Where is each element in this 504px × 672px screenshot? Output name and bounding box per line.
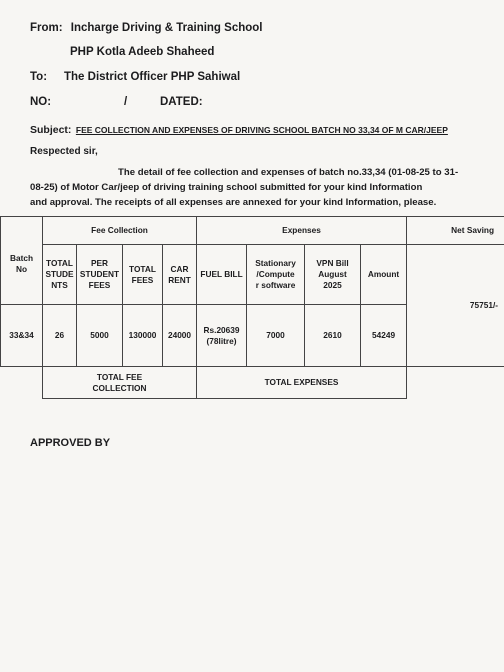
dated-label: DATED:: [160, 96, 203, 108]
salutation: Respected sir,: [30, 146, 98, 157]
cell-stationary: 7000: [247, 305, 305, 367]
col-total-students-line1: TOTAL: [46, 258, 73, 268]
subject-line: [30, 120, 448, 138]
fee-expense-table: [0, 216, 504, 399]
col-vpn-bill-line1: VPN Bill: [316, 258, 349, 268]
col-per-student-fees-line2: STUDENT: [79, 269, 120, 279]
totals-spacer: [1, 367, 43, 399]
body-line-2: 08-25) of Motor Car/jeep of driving training school submitted for your kind Information: [30, 182, 423, 193]
col-total-students: [43, 245, 77, 305]
col-amount: [361, 245, 407, 305]
col-total-fees-line2: FEES: [131, 274, 154, 285]
col-per-student-fees: [77, 245, 123, 305]
col-per-student-fees-line3: FEES: [88, 280, 111, 290]
col-car-rent-line2: RENT: [168, 274, 191, 285]
col-stationary-line1: Stationary: [255, 258, 296, 268]
col-vpn-bill-line2: August: [318, 269, 347, 279]
cell-car-rent: 24000: [163, 305, 197, 367]
approved-by: APPROVED BY: [30, 437, 111, 449]
subject-label: Subject:: [30, 124, 72, 136]
cell-fuel-bill-litres: (78litre): [206, 335, 237, 346]
col-stationary-line3: r software: [255, 280, 296, 290]
total-fee-collection-label: [43, 367, 197, 399]
col-stationary: [247, 245, 305, 305]
col-fuel-bill: [197, 245, 247, 305]
from-line1: Incharge Driving & Training School: [70, 22, 263, 34]
cell-amount: 54249: [361, 305, 407, 367]
cell-fuel-bill-amount: Rs.20639: [203, 324, 240, 335]
col-per-student-fees-line1: PER: [90, 258, 109, 268]
from-line2: PHP Kotla Adeeb Shaheed: [70, 46, 215, 58]
cell-per-student-fees: 5000: [77, 305, 123, 367]
col-batch-no-line2: No: [15, 263, 28, 274]
body-line-1: The detail of fee collection and expenses of batch no.33,34 (01-08-25 to 31-: [118, 167, 459, 178]
net-saving-header: Net Saving: [407, 217, 504, 245]
col-batch-no: [1, 245, 43, 305]
col-total-fees: [123, 245, 163, 305]
net-saving-value: 75751/-: [407, 245, 504, 367]
cell-total-students: 26: [43, 305, 77, 367]
subject-text: FEE COLLECTION AND EXPENSES OF DRIVING SCHOOL BATCH NO 33,34 OF M CAR/JEEP: [75, 125, 448, 135]
expenses-group-header: Expenses: [197, 217, 407, 245]
no-separator: /: [124, 96, 128, 108]
col-batch-no-line1: Batch: [9, 252, 34, 263]
totals-net-spacer: [407, 367, 504, 399]
col-vpn-bill-line3: 2025: [323, 280, 342, 290]
fee-collection-group-header: Fee Collection: [43, 217, 197, 245]
to-value: The District Officer PHP Sahiwal: [64, 71, 241, 83]
col-total-students-line2: STUDE: [45, 269, 74, 279]
group-header-row: [1, 217, 504, 245]
cell-batch-no: 33&34: [1, 305, 43, 367]
to-label: To:: [30, 71, 48, 83]
column-header-row: [1, 245, 504, 305]
cell-fuel-bill: [197, 305, 247, 367]
col-fuel-bill-line1: FUEL BILL: [200, 269, 243, 279]
from-label: From:: [30, 22, 63, 34]
col-total-students-line3: NTS: [51, 280, 68, 290]
no-label: NO:: [30, 96, 52, 108]
col-car-rent: [163, 245, 197, 305]
col-amount-line1: Amount: [367, 269, 400, 279]
col-total-fees-line1: TOTAL: [129, 263, 156, 274]
col-car-rent-line1: CAR: [170, 263, 189, 274]
cell-total-fees: 130000: [123, 305, 163, 367]
col-vpn-bill: [305, 245, 361, 305]
batch-header-top: [1, 217, 43, 245]
from-line: [30, 22, 263, 34]
total-fee-collection-line1: TOTAL FEE: [96, 371, 143, 382]
body-line-3: and approval. The receipts of all expenses are annexed for your kind Information, please.: [30, 197, 437, 208]
cell-vpn-bill: 2610: [305, 305, 361, 367]
totals-row: [1, 367, 504, 399]
col-stationary-line2: /Compute: [256, 269, 295, 279]
total-fee-collection-line2: COLLECTION: [92, 382, 147, 393]
total-expenses-label: TOTAL EXPENSES: [197, 367, 407, 399]
